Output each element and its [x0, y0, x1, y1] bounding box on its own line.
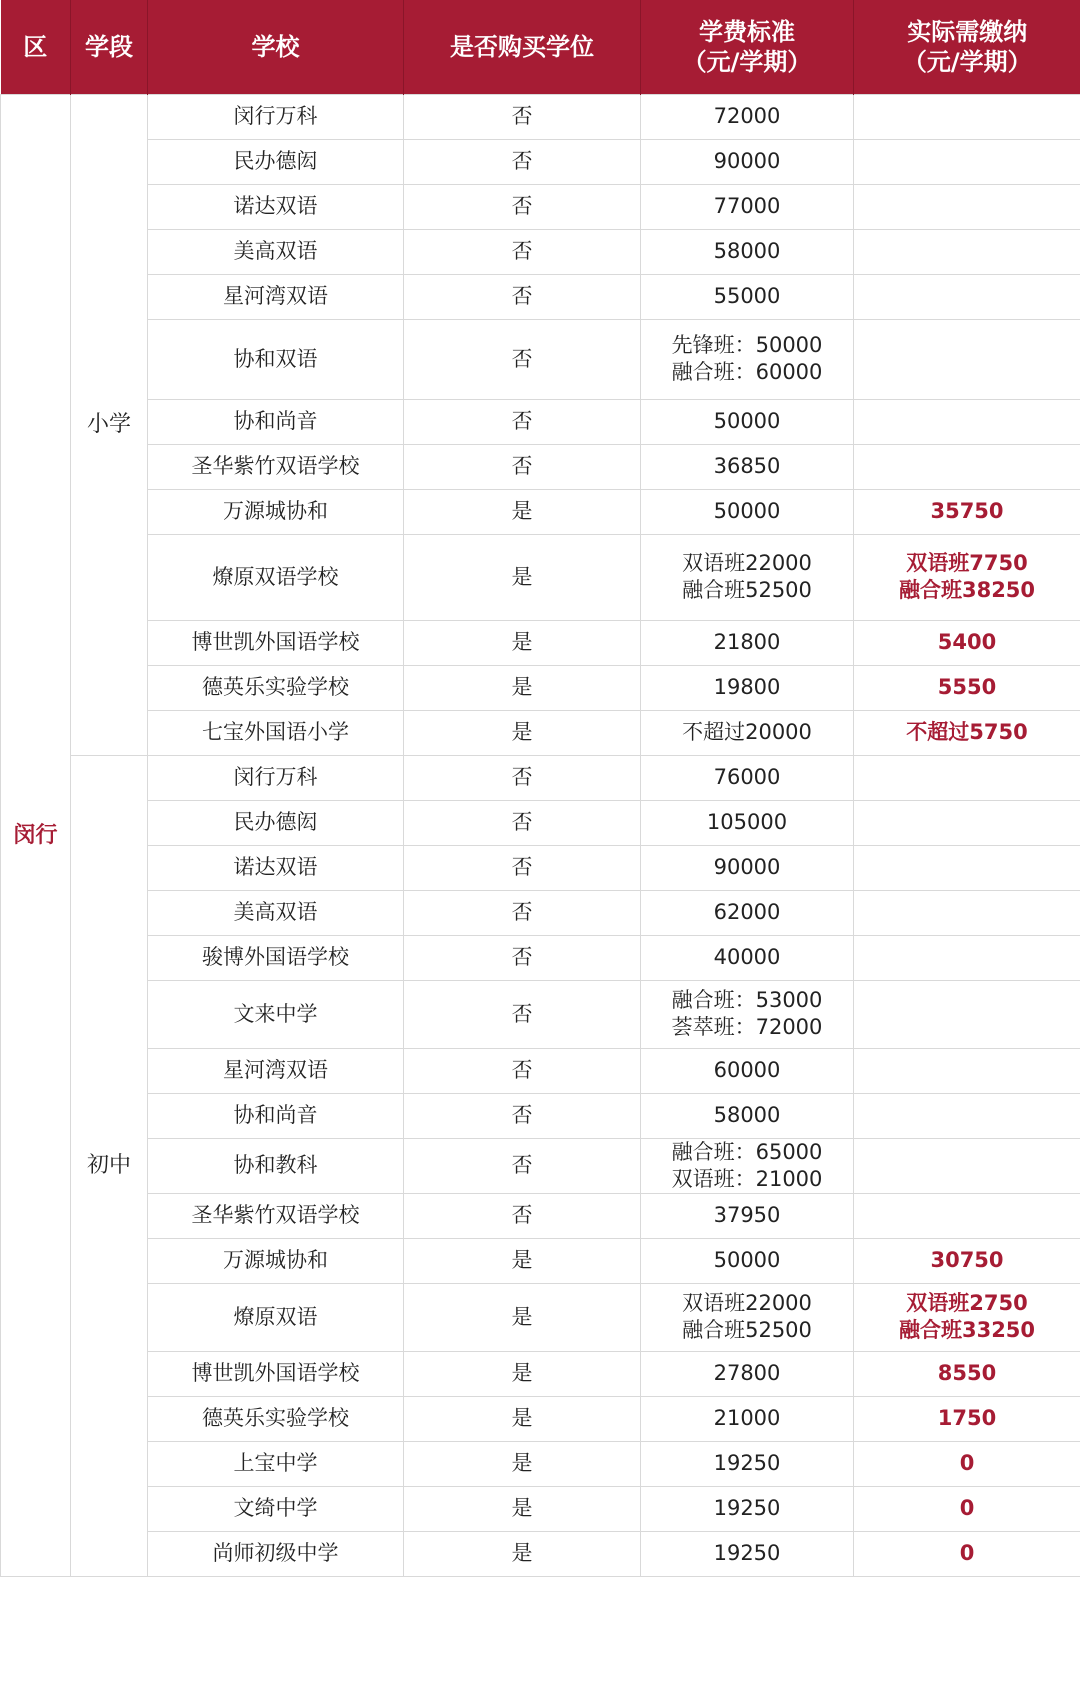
- buy-cell: 是: [404, 1441, 641, 1486]
- header-fee-line2: （元/学期）: [682, 47, 812, 76]
- school-cell: 民办德闳: [148, 800, 404, 845]
- actual-cell: 0: [854, 1486, 1080, 1531]
- buy-cell: 否: [404, 1093, 641, 1138]
- table-row: [1, 184, 1080, 229]
- fee-cell: 60000: [641, 1048, 854, 1093]
- actual-cell: [854, 755, 1080, 800]
- school-cell: 万源城协和: [148, 489, 404, 534]
- buy-cell: 否: [404, 1138, 641, 1193]
- buy-cell: 否: [404, 980, 641, 1048]
- buy-cell: 是: [404, 489, 641, 534]
- actual-cell: [854, 1048, 1080, 1093]
- fee-cell: 融合班：65000 双语班：21000: [641, 1138, 854, 1193]
- table-row: [1, 1283, 1080, 1351]
- table-row: [1, 1531, 1080, 1576]
- fee-cell: 40000: [641, 935, 854, 980]
- header-stage: 学段: [71, 0, 148, 94]
- fee-cell: 58000: [641, 229, 854, 274]
- buy-cell: 是: [404, 1238, 641, 1283]
- actual-cell: [854, 274, 1080, 319]
- school-cell: 美高双语: [148, 890, 404, 935]
- buy-cell: 否: [404, 184, 641, 229]
- table-row: [1, 1138, 1080, 1193]
- table-row: [1, 399, 1080, 444]
- school-cell: 诺达双语: [148, 184, 404, 229]
- actual-cell: 35750: [854, 489, 1080, 534]
- school-cell: 协和双语: [148, 319, 404, 399]
- header-fee: [641, 0, 854, 94]
- actual-cell: [854, 184, 1080, 229]
- fee-cell: 50000: [641, 489, 854, 534]
- fee-cell: 21000: [641, 1396, 854, 1441]
- fee-cell: 72000: [641, 94, 854, 139]
- fee-cell: 55000: [641, 274, 854, 319]
- buy-cell: 否: [404, 139, 641, 184]
- actual-cell: [854, 319, 1080, 399]
- school-cell: 民办德闳: [148, 139, 404, 184]
- table-row: [1, 489, 1080, 534]
- table-row: [1, 710, 1080, 755]
- school-cell: 德英乐实验学校: [148, 1396, 404, 1441]
- buy-cell: 是: [404, 665, 641, 710]
- school-cell: 圣华紫竹双语学校: [148, 1193, 404, 1238]
- actual-cell: [854, 399, 1080, 444]
- buy-cell: 是: [404, 534, 641, 620]
- table-body: [1, 94, 1080, 1576]
- table-row: [1, 319, 1080, 399]
- actual-cell: [854, 1193, 1080, 1238]
- actual-cell: 30750: [854, 1238, 1080, 1283]
- header-actual-line2: （元/学期）: [902, 47, 1032, 76]
- actual-cell: 1750: [854, 1396, 1080, 1441]
- school-cell: 星河湾双语: [148, 274, 404, 319]
- table-row: [1, 1486, 1080, 1531]
- buy-cell: 否: [404, 800, 641, 845]
- actual-cell: 双语班7750 融合班38250: [854, 534, 1080, 620]
- header-school: 学校: [148, 0, 404, 94]
- school-cell: 七宝外国语小学: [148, 710, 404, 755]
- buy-cell: 否: [404, 274, 641, 319]
- actual-cell: 双语班2750 融合班33250: [854, 1283, 1080, 1351]
- actual-cell: [854, 935, 1080, 980]
- fee-cell: 双语班22000 融合班52500: [641, 534, 854, 620]
- stage-cell: 初中: [71, 755, 148, 1576]
- fee-cell: 76000: [641, 755, 854, 800]
- fee-cell: 105000: [641, 800, 854, 845]
- school-cell: 德英乐实验学校: [148, 665, 404, 710]
- buy-cell: 否: [404, 1193, 641, 1238]
- header-actual: [854, 0, 1080, 94]
- table-row: [1, 229, 1080, 274]
- buy-cell: 否: [404, 890, 641, 935]
- actual-cell: 5400: [854, 620, 1080, 665]
- school-cell: 骏博外国语学校: [148, 935, 404, 980]
- table-row: [1, 1093, 1080, 1138]
- school-cell: 闵行万科: [148, 94, 404, 139]
- table-row: [1, 800, 1080, 845]
- buy-cell: 是: [404, 710, 641, 755]
- actual-cell: 8550: [854, 1351, 1080, 1396]
- actual-cell: [854, 845, 1080, 890]
- table-row: [1, 845, 1080, 890]
- fee-cell: 双语班22000 融合班52500: [641, 1283, 854, 1351]
- table-row: [1, 1193, 1080, 1238]
- buy-cell: 否: [404, 94, 641, 139]
- school-cell: 协和教科: [148, 1138, 404, 1193]
- buy-cell: 否: [404, 845, 641, 890]
- table-header: [1, 0, 1080, 94]
- table-row: [1, 980, 1080, 1048]
- fee-cell: 21800: [641, 620, 854, 665]
- table-row: [1, 1351, 1080, 1396]
- header-district: 区: [1, 0, 71, 94]
- school-cell: 协和尚音: [148, 399, 404, 444]
- header-fee-line1: 学费标准: [699, 17, 795, 46]
- buy-cell: 是: [404, 1531, 641, 1576]
- buy-cell: 否: [404, 229, 641, 274]
- header-buy: 是否购买学位: [404, 0, 641, 94]
- buy-cell: 否: [404, 399, 641, 444]
- table-row: [1, 935, 1080, 980]
- actual-cell: [854, 1093, 1080, 1138]
- table-row: [1, 665, 1080, 710]
- buy-cell: 否: [404, 935, 641, 980]
- actual-cell: 5550: [854, 665, 1080, 710]
- fee-cell: 50000: [641, 399, 854, 444]
- fee-cell: 19250: [641, 1486, 854, 1531]
- buy-cell: 是: [404, 1396, 641, 1441]
- fee-cell: 36850: [641, 444, 854, 489]
- school-cell: 尚师初级中学: [148, 1531, 404, 1576]
- header-actual-line1: 实际需缴纳: [907, 17, 1028, 46]
- fee-cell: 融合班：53000 荟萃班：72000: [641, 980, 854, 1048]
- fee-cell: 不超过20000: [641, 710, 854, 755]
- school-cell: 星河湾双语: [148, 1048, 404, 1093]
- school-cell: 圣华紫竹双语学校: [148, 444, 404, 489]
- actual-cell: [854, 980, 1080, 1048]
- table-row: [1, 620, 1080, 665]
- buy-cell: 否: [404, 444, 641, 489]
- actual-cell: [854, 800, 1080, 845]
- fee-cell: 27800: [641, 1351, 854, 1396]
- table-row: [1, 1238, 1080, 1283]
- school-cell: 诺达双语: [148, 845, 404, 890]
- actual-cell: [854, 890, 1080, 935]
- actual-cell: 不超过5750: [854, 710, 1080, 755]
- header-row: [1, 0, 1080, 94]
- table-row: [1, 444, 1080, 489]
- fee-cell: 37950: [641, 1193, 854, 1238]
- table-row: [1, 1048, 1080, 1093]
- school-cell: 万源城协和: [148, 1238, 404, 1283]
- fee-cell: 62000: [641, 890, 854, 935]
- school-cell: 博世凯外国语学校: [148, 1351, 404, 1396]
- buy-cell: 是: [404, 620, 641, 665]
- table-row: [1, 139, 1080, 184]
- table-row: [1, 1441, 1080, 1486]
- fee-cell: 90000: [641, 845, 854, 890]
- stage-cell: 小学: [71, 94, 148, 755]
- actual-cell: 0: [854, 1441, 1080, 1486]
- school-cell: 文来中学: [148, 980, 404, 1048]
- school-cell: 博世凯外国语学校: [148, 620, 404, 665]
- actual-cell: [854, 1138, 1080, 1193]
- fee-cell: 58000: [641, 1093, 854, 1138]
- buy-cell: 是: [404, 1486, 641, 1531]
- actual-cell: [854, 139, 1080, 184]
- fee-cell: 19250: [641, 1441, 854, 1486]
- table-row: [1, 1396, 1080, 1441]
- buy-cell: 否: [404, 319, 641, 399]
- table-row: [1, 755, 1080, 800]
- school-cell: 燎原双语学校: [148, 534, 404, 620]
- fee-cell: 19800: [641, 665, 854, 710]
- school-cell: 文绮中学: [148, 1486, 404, 1531]
- buy-cell: 否: [404, 1048, 641, 1093]
- fee-cell: 77000: [641, 184, 854, 229]
- actual-cell: 0: [854, 1531, 1080, 1576]
- buy-cell: 否: [404, 755, 641, 800]
- fee-cell: 先锋班：50000 融合班：60000: [641, 319, 854, 399]
- school-cell: 美高双语: [148, 229, 404, 274]
- school-cell: 上宝中学: [148, 1441, 404, 1486]
- school-cell: 闵行万科: [148, 755, 404, 800]
- actual-cell: [854, 444, 1080, 489]
- school-cell: 协和尚音: [148, 1093, 404, 1138]
- buy-cell: 是: [404, 1283, 641, 1351]
- school-cell: 燎原双语: [148, 1283, 404, 1351]
- table-row: [1, 534, 1080, 620]
- district-cell: 闵行: [1, 94, 71, 1576]
- actual-cell: [854, 94, 1080, 139]
- table-row: [1, 94, 1080, 139]
- table-row: [1, 890, 1080, 935]
- table-row: [1, 274, 1080, 319]
- fee-cell: 19250: [641, 1531, 854, 1576]
- fee-cell: 50000: [641, 1238, 854, 1283]
- actual-cell: [854, 229, 1080, 274]
- buy-cell: 是: [404, 1351, 641, 1396]
- fee-cell: 90000: [641, 139, 854, 184]
